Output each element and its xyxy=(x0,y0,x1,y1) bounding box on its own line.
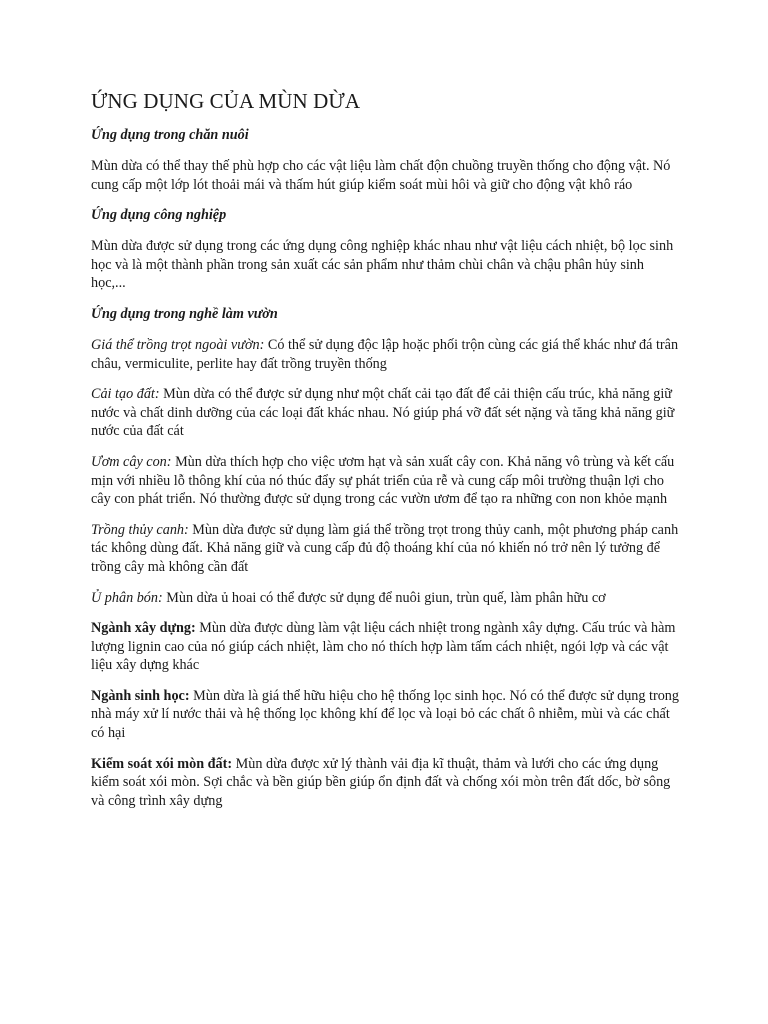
paragraph-hydroponics xyxy=(91,521,681,577)
paragraph-lead: Trồng thủy canh: xyxy=(91,521,189,538)
paragraph-erosion-control xyxy=(91,755,681,811)
paragraph-text: Mùn dừa thích hợp cho việc ươm hạt và sản xuất cây con. Khả năng vô trùng và kết cấu mịn với nhiều lỗ thông khí của nó thúc đẩy sự phát triển của rễ và cung cấp môi trường thuận lợi cho cây con phát triển. Nó thường được sử dụng trong các vườn ươm để tạo ra những con non khỏe mạnh xyxy=(91,453,675,508)
paragraph-lead: Ủ phân bón: xyxy=(91,589,163,606)
paragraph-composting xyxy=(91,589,681,608)
paragraph-industry xyxy=(91,237,681,293)
paragraph-lead: Ngành sinh học: xyxy=(91,687,190,704)
paragraph-construction xyxy=(91,619,681,675)
paragraph-text: Có thể sử dụng độc lập hoặc phối trộn cùng các giá thể khác như đá trân châu, vermiculite, perlite hay đất trồng truyền thống xyxy=(91,336,679,372)
section-heading-gardening: Ứng dụng trong nghề làm vườn xyxy=(91,305,278,322)
paragraph-lead: Ngành xây dựng: xyxy=(91,620,196,637)
paragraph-text: Mùn dừa ủ hoai có thể được sử dụng để nuôi giun, trùn quế, làm phân hữu cơ xyxy=(162,589,606,606)
paragraph-text: Mùn dừa có thể thay thế phù hợp cho các vật liệu làm chất độn chuồng truyền thống cho động vật. Nó cung cấp một lớp lót thoải mái và thấm hút giúp kiểm soát mùi hôi và giữ cho động vật khô ráo xyxy=(91,158,671,193)
paragraph-text: Mùn dừa là giá thể hữu hiệu cho hệ thống lọc sinh học. Nó có thể được sử dụng trong nhà máy xử lí nước thải và hệ thống lọc không khí để lọc và loại bỏ các chất ô nhiễm, mùi và các chất có hại xyxy=(91,687,679,742)
paragraph-text: Mùn dừa có thể được sử dụng như một chất cải tạo đất để cải thiện cấu trúc, khả năng giữ nước và chất dinh dưỡng của các loại đất khác nhau. Nó giúp phá vỡ đất sét nặng và tăng khả năng giữ nước của đất cát xyxy=(91,386,675,440)
section-heading-industry: Ứng dụng công nghiệp xyxy=(91,207,227,224)
paragraph-seedlings xyxy=(91,453,681,509)
paragraph-lead: Kiểm soát xói mòn đất: xyxy=(91,755,233,772)
paragraph-lead: Cải tạo đất: xyxy=(91,386,160,403)
document-title: ỨNG DỤNG CỦA MÙN DỪA xyxy=(91,89,361,113)
section-heading-animal-husbandry: Ứng dụng trong chăn nuôi xyxy=(91,127,249,143)
paragraph-text: Mùn dừa được sử dụng làm giá thể trồng trọt trong thủy canh, một phương pháp canh tác không dùng đất. Khả năng giữ và cung cấp đủ độ thoáng khí của nó khiến nó trở nên lý tưởng để trồng cây mà không cần đất xyxy=(91,521,679,575)
paragraph-lead: Ươm cây con: xyxy=(91,453,172,470)
paragraph-biology xyxy=(91,687,681,743)
paragraph-text: Mùn dừa được xử lý thành vải địa kĩ thuật, thảm và lưới cho các ứng dụng kiểm soát xói mòn. Sợi chắc và bền giúp bền giúp ổn định đất và chống xói mòn trên đất dốc, bờ sông và công trình xây dựng xyxy=(91,755,671,809)
paragraph-lead: Giá thể trồng trọt ngoài vườn: xyxy=(91,336,265,353)
paragraph-text: Mùn dừa được sử dụng trong các ứng dụng công nghiệp khác nhau như vật liệu cách nhiệt, bộ lọc sinh học và là một thành phần trong sản xuất các sản phẩm như thảm chùi chân và chậu phân hủy sinh học,... xyxy=(91,238,674,292)
paragraph-growing-medium xyxy=(91,336,681,373)
paragraph-animal-husbandry xyxy=(91,157,681,194)
paragraph-text: Mùn dừa được dùng làm vật liệu cách nhiệt trong ngành xây dựng. Cấu trúc và hàm lượng lignin cao của nó giúp cách nhiệt, làm cho nó thích hợp làm tấm cách nhiệt, ngói lợp và các vật liệu xây dựng khác xyxy=(91,620,676,674)
document-page xyxy=(91,88,681,822)
paragraph-soil-improvement xyxy=(91,385,681,441)
